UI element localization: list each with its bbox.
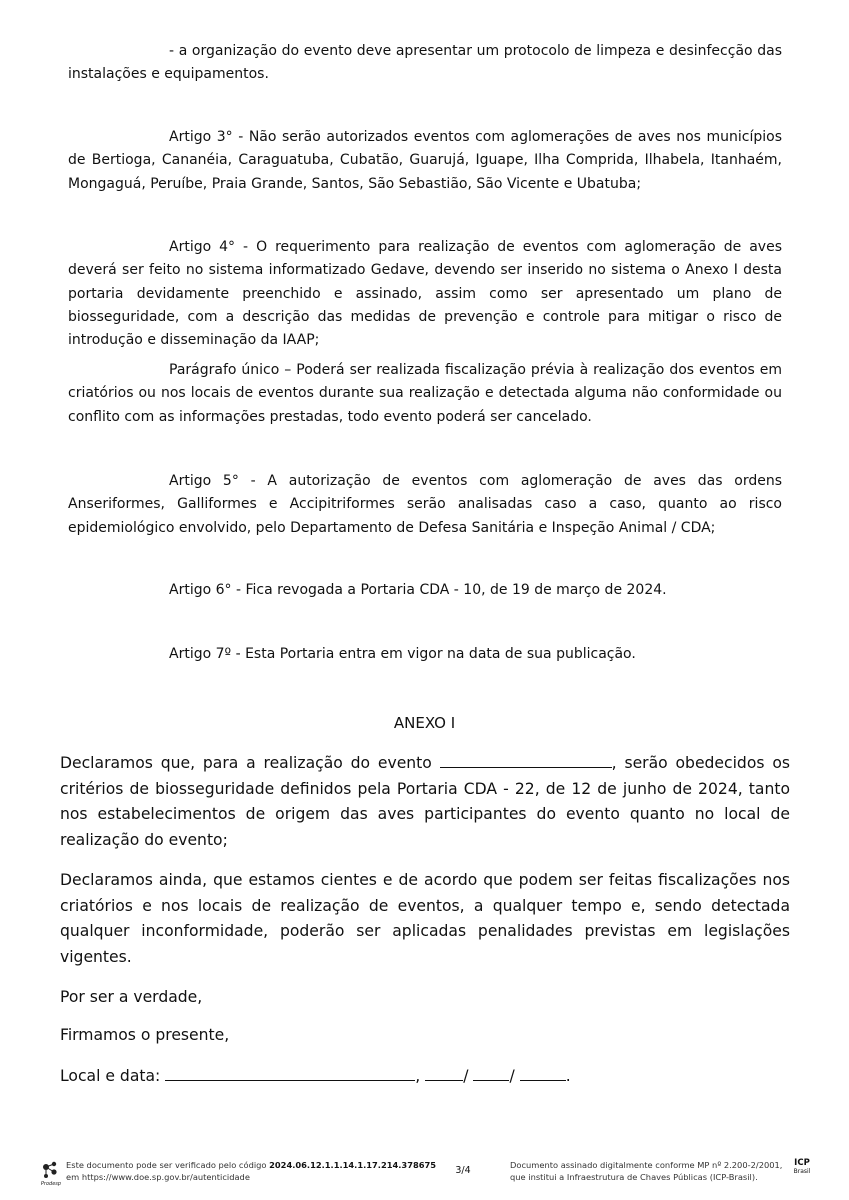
day-blank[interactable] bbox=[425, 1065, 463, 1081]
signature-note: Documento assinado digitalmente conforme MP nº 2.200-2/2001, que institui a Infraestrutura de Chaves Públicas (ICP-Brasil). bbox=[510, 1160, 783, 1182]
annex-title: ANEXO I bbox=[393, 714, 456, 732]
month-blank[interactable] bbox=[473, 1065, 509, 1081]
year-blank[interactable] bbox=[520, 1065, 566, 1081]
place-date-line: Local e data: , / / . bbox=[60, 1067, 571, 1085]
page-number: 3/4 bbox=[455, 1165, 471, 1176]
prodesp-logo bbox=[38, 1159, 64, 1187]
declaration-1: Declaramos que, para a realização do evento , serão obedecidos os critérios de biosseguridade definidos pela Portaria CDA - 22, de 12 de junho de 2024, tanto nos estabelecimentos de origem das aves participantes do evento quanto no local de realização do evento; bbox=[60, 754, 790, 849]
event-name-blank[interactable] bbox=[440, 752, 612, 768]
article-5: Artigo 5° - A autorização de eventos com aglomeração de aves das ordens Anseriformes, Galliformes e Accipitriformes serão analisadas caso a caso, quanto ao risco epidemiológico envolvido, pelo Departamento de Defesa Sanitária e Inspeção Animal / CDA; bbox=[68, 473, 782, 536]
article-3: Artigo 3° - Não serão autorizados eventos com aglomerações de aves nos municípios de Bertioga, Cananéia, Caraguatuba, Cubatão, Guarujá, Iguape, Ilha Comprida, Ilhabela, Itanhaém, Mongaguá, Peruíbe, Praia Grande, Santos, São Sebastião, São Vicente e Ubatuba; bbox=[68, 129, 782, 192]
article-7: Artigo 7º - Esta Portaria entra em vigor na data de sua publicação. bbox=[169, 646, 636, 662]
article-4-sole-paragraph: Parágrafo único – Poderá ser realizada fiscalização prévia à realização dos eventos em criatórios ou nos locais de eventos durante sua realização e detectada alguma não conformidade ou conflito com as informações prestadas, todo evento poderá ser cancelado. bbox=[68, 362, 782, 425]
verification-url[interactable]: em https://www.doe.sp.gov.br/autenticidade bbox=[66, 1171, 250, 1182]
declaration-2: Declaramos ainda, que estamos cientes e de acordo que podem ser feitas fiscalizações nos criatórios e nos locais de realização de eventos, a qualquer tempo e, sendo detectada qualquer inconformidade, poderão ser aplicadas penalidades previstas em legislações vigentes. bbox=[60, 871, 790, 966]
icp-brasil-logo: ICP Brasil bbox=[793, 1158, 811, 1175]
cleaning-protocol-item: - a organização do evento deve apresentar um protocolo de limpeza e desinfecção das instalações e equipamentos. bbox=[68, 43, 782, 83]
article-4: Artigo 4° - O requerimento para realização de eventos com aglomeração de aves deverá ser feito no sistema informatizado Gedave, devendo ser inserido no sistema o Anexo I desta portaria devidamente preenchido e assinado, assim como ser apresentado um plano de biosseguridade, com a descrição das medidas de prevenção e controle para mitigar o risco de introdução e disseminação da IAAP; bbox=[68, 239, 782, 349]
signature-statement: Firmamos o presente, bbox=[60, 1026, 230, 1044]
prodesp-logo-text: Prodesp bbox=[40, 1181, 62, 1187]
prodesp-logo-icon bbox=[38, 1159, 64, 1187]
article-6: Artigo 6° - Fica revogada a Portaria CDA - 10, de 19 de março de 2024. bbox=[169, 582, 667, 598]
truth-statement: Por ser a verdade, bbox=[60, 988, 203, 1006]
page-footer bbox=[0, 1152, 849, 1200]
verification-code: 2024.06.12.1.1.14.1.17.214.378675 bbox=[269, 1160, 437, 1170]
place-blank[interactable] bbox=[165, 1065, 415, 1081]
verification-note: Este documento pode ser verificado pelo código 2024.06.12.1.1.14.1.17.214.378675 em https://www.doe.sp.gov.br/autenticidade bbox=[66, 1160, 446, 1183]
